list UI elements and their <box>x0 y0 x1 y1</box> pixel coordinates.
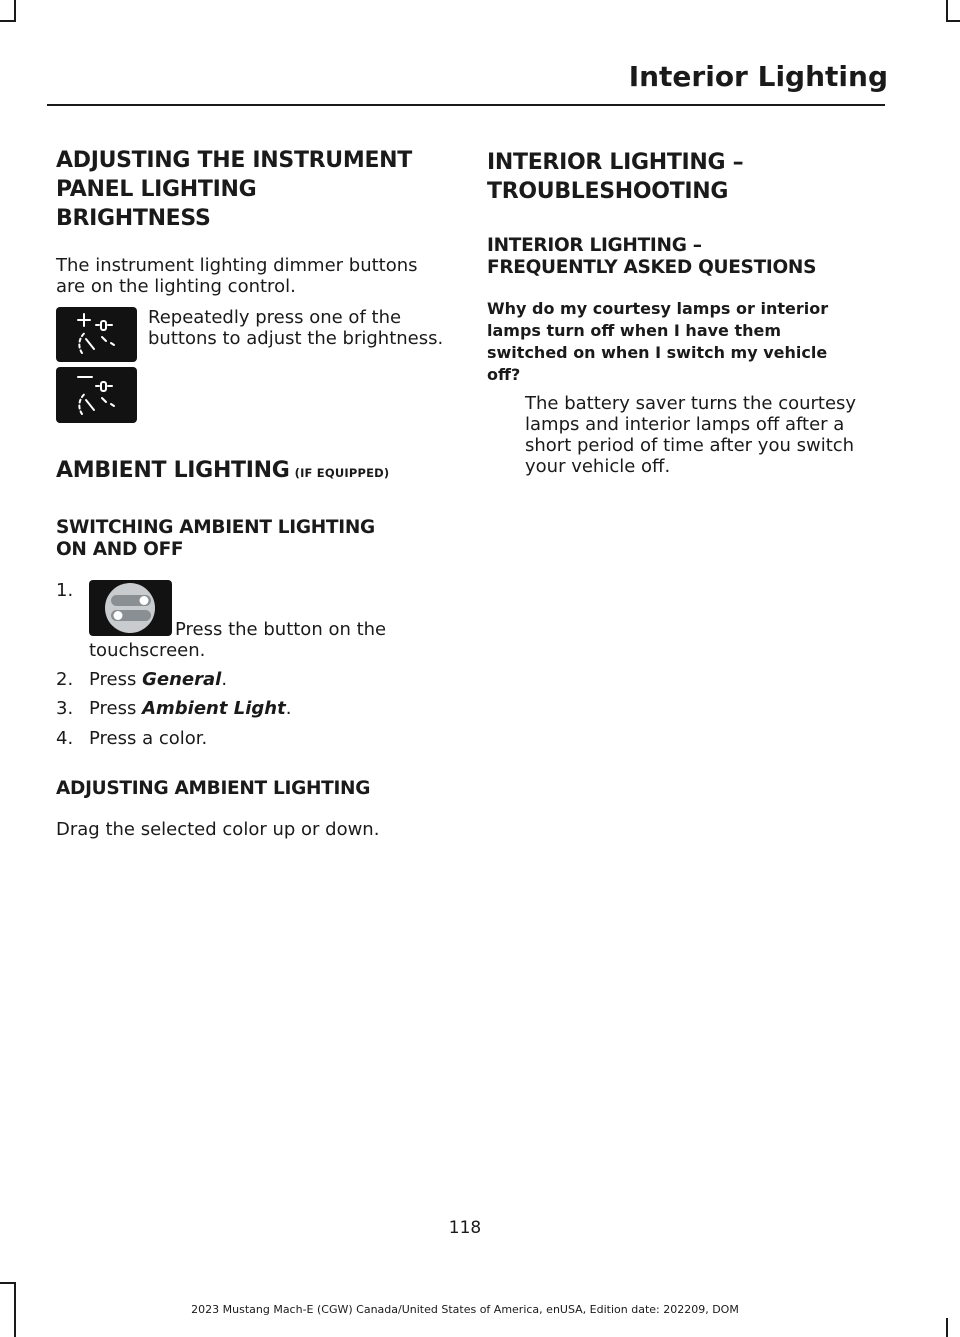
edition-footer: 2023 Mustang Mach-E (CGW) Canada/United States of America, enUSA, Edition date: 202209, DOM <box>191 1303 739 1316</box>
left-column <box>56 146 451 297</box>
header-divider <box>47 104 885 106</box>
if-equipped-tag: (IF EQUIPPED) <box>294 466 390 480</box>
crop-mark <box>14 0 16 22</box>
crop-mark <box>0 1282 16 1284</box>
subsection-title-faq: INTERIOR LIGHTING – FREQUENTLY ASKED QUESTIONS <box>487 235 817 278</box>
step-number: 3. <box>56 698 74 719</box>
faq-question: Why do my courtesy lamps or interior lamps turn off when I have them switched on when I switch my vehicle off? <box>487 299 829 384</box>
dimmer-instruction: Repeatedly press one of the buttons to adjust the brightness. <box>148 307 444 349</box>
step-number: 4. <box>56 728 74 749</box>
section-title-troubleshooting: INTERIOR LIGHTING – TROUBLESHOOTING <box>487 150 744 204</box>
page-header-title: Interior Lighting <box>628 60 888 93</box>
crop-mark <box>946 1318 948 1337</box>
section-title-instrument-lighting: ADJUSTING THE INSTRUMENT PANEL LIGHTING BRIGHTNESS <box>56 148 413 231</box>
dimmer-plus-icon <box>56 307 137 362</box>
subsection-title-switching: SWITCHING AMBIENT LIGHTING ON AND OFF <box>56 517 375 560</box>
dimmer-minus-icon <box>56 367 137 423</box>
instrument-lighting-body: The instrument lighting dimmer buttons are on the lighting control. <box>56 255 418 297</box>
subsection-title-adjusting: ADJUSTING AMBIENT LIGHTING <box>56 778 371 799</box>
step-1-text: Press the button on the touchscreen. <box>89 619 387 661</box>
step-number: 2. <box>56 669 74 690</box>
crop-mark <box>946 0 948 22</box>
faq-answer: The battery saver turns the courtesy lamps and interior lamps off after a short period of time after you switch your vehicle off. <box>525 393 857 477</box>
menu-general-label: General <box>142 669 222 690</box>
adjusting-body: Drag the selected color up or down. <box>56 819 380 840</box>
menu-ambient-light-label: Ambient Light <box>142 698 286 719</box>
step-number: 1. <box>56 580 74 601</box>
page-number: 118 <box>448 1218 482 1238</box>
section-title-ambient-lighting: AMBIENT LIGHTING (IF EQUIPPED) <box>56 458 390 483</box>
crop-mark <box>946 20 960 22</box>
crop-mark <box>0 20 16 22</box>
